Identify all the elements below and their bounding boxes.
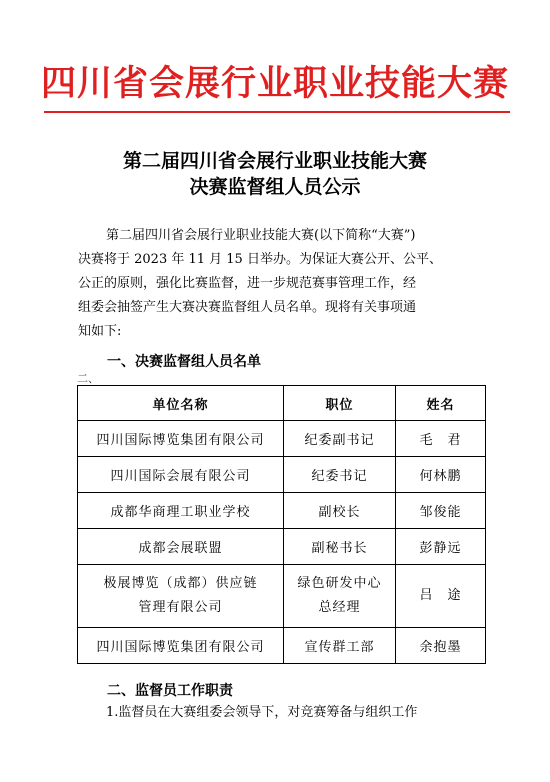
cell-position-line-1: 绿色研发中心	[297, 576, 382, 591]
cell-unit: 成都会展联盟	[78, 529, 284, 565]
section-2-heading: 二、监督员工作职责	[107, 683, 233, 699]
cell-name: 毛 君	[396, 421, 486, 457]
table-row	[78, 628, 486, 664]
cell-unit	[78, 565, 284, 628]
cell-name: 何林鹏	[396, 457, 486, 493]
document-title-line-2: 决赛监督组人员公示	[189, 176, 361, 198]
table-row	[78, 421, 486, 457]
cell-position	[284, 565, 396, 628]
table-header-name: 姓名	[396, 386, 486, 421]
intro-line-4: 组委会抽签产生大赛决赛监督组人员名单。现将有关事项通	[78, 300, 417, 315]
banner-title: 四川省会展行业职业技能大赛	[40, 63, 509, 104]
cell-unit-line-1: 极展博览（成都）供应链	[103, 576, 258, 591]
table-header-unit: 单位名称	[78, 386, 284, 421]
intro-paragraph	[78, 224, 488, 344]
cell-position: 宣传群工部	[284, 628, 396, 664]
intro-line-5: 知如下:	[78, 324, 122, 339]
cell-unit: 四川国际会展有限公司	[78, 457, 284, 493]
table-header-row	[78, 386, 486, 421]
supervision-team-table	[77, 385, 486, 664]
cell-name: 邹俊能	[396, 493, 486, 529]
cell-position: 纪委书记	[284, 457, 396, 493]
document-title-line-1: 第二届四川省会展行业职业技能大赛	[122, 150, 427, 172]
intro-line-2: 决赛将于 2023 年 11 月 15 日举办。为保证大赛公开、公平、	[78, 252, 442, 267]
cell-unit: 成都华商理工职业学校	[78, 493, 284, 529]
cell-position: 副秘书长	[284, 529, 396, 565]
intro-line-1: 第二届四川省会展行业职业技能大赛(以下简称“大赛”)	[106, 228, 416, 243]
cell-name: 彭静远	[396, 529, 486, 565]
banner-divider	[44, 111, 510, 113]
cell-unit-line-2: 管理有限公司	[138, 600, 223, 615]
cell-name: 余抱墨	[396, 628, 486, 664]
table-row	[78, 457, 486, 493]
duty-paragraph-line-1: 1.监督员在大赛组委会领导下，对竞赛筹备与组织工作	[106, 705, 418, 720]
section-1-heading: 一、决赛监督组人员名单	[107, 354, 261, 370]
table-row	[78, 529, 486, 565]
cell-position-line-2: 总经理	[318, 600, 361, 615]
table-header-position: 职位	[284, 386, 396, 421]
cell-position: 副校长	[284, 493, 396, 529]
table-row	[78, 565, 486, 628]
table-row	[78, 493, 486, 529]
cell-position: 纪委副书记	[284, 421, 396, 457]
cell-unit: 四川国际博览集团有限公司	[78, 628, 284, 664]
intro-line-3: 公正的原则，强化比赛监督，进一步规范赛事管理工作，经	[78, 276, 417, 291]
cell-unit: 四川国际博览集团有限公司	[78, 421, 284, 457]
cell-name: 吕 途	[396, 565, 486, 628]
stray-mark: 二、	[77, 372, 99, 385]
